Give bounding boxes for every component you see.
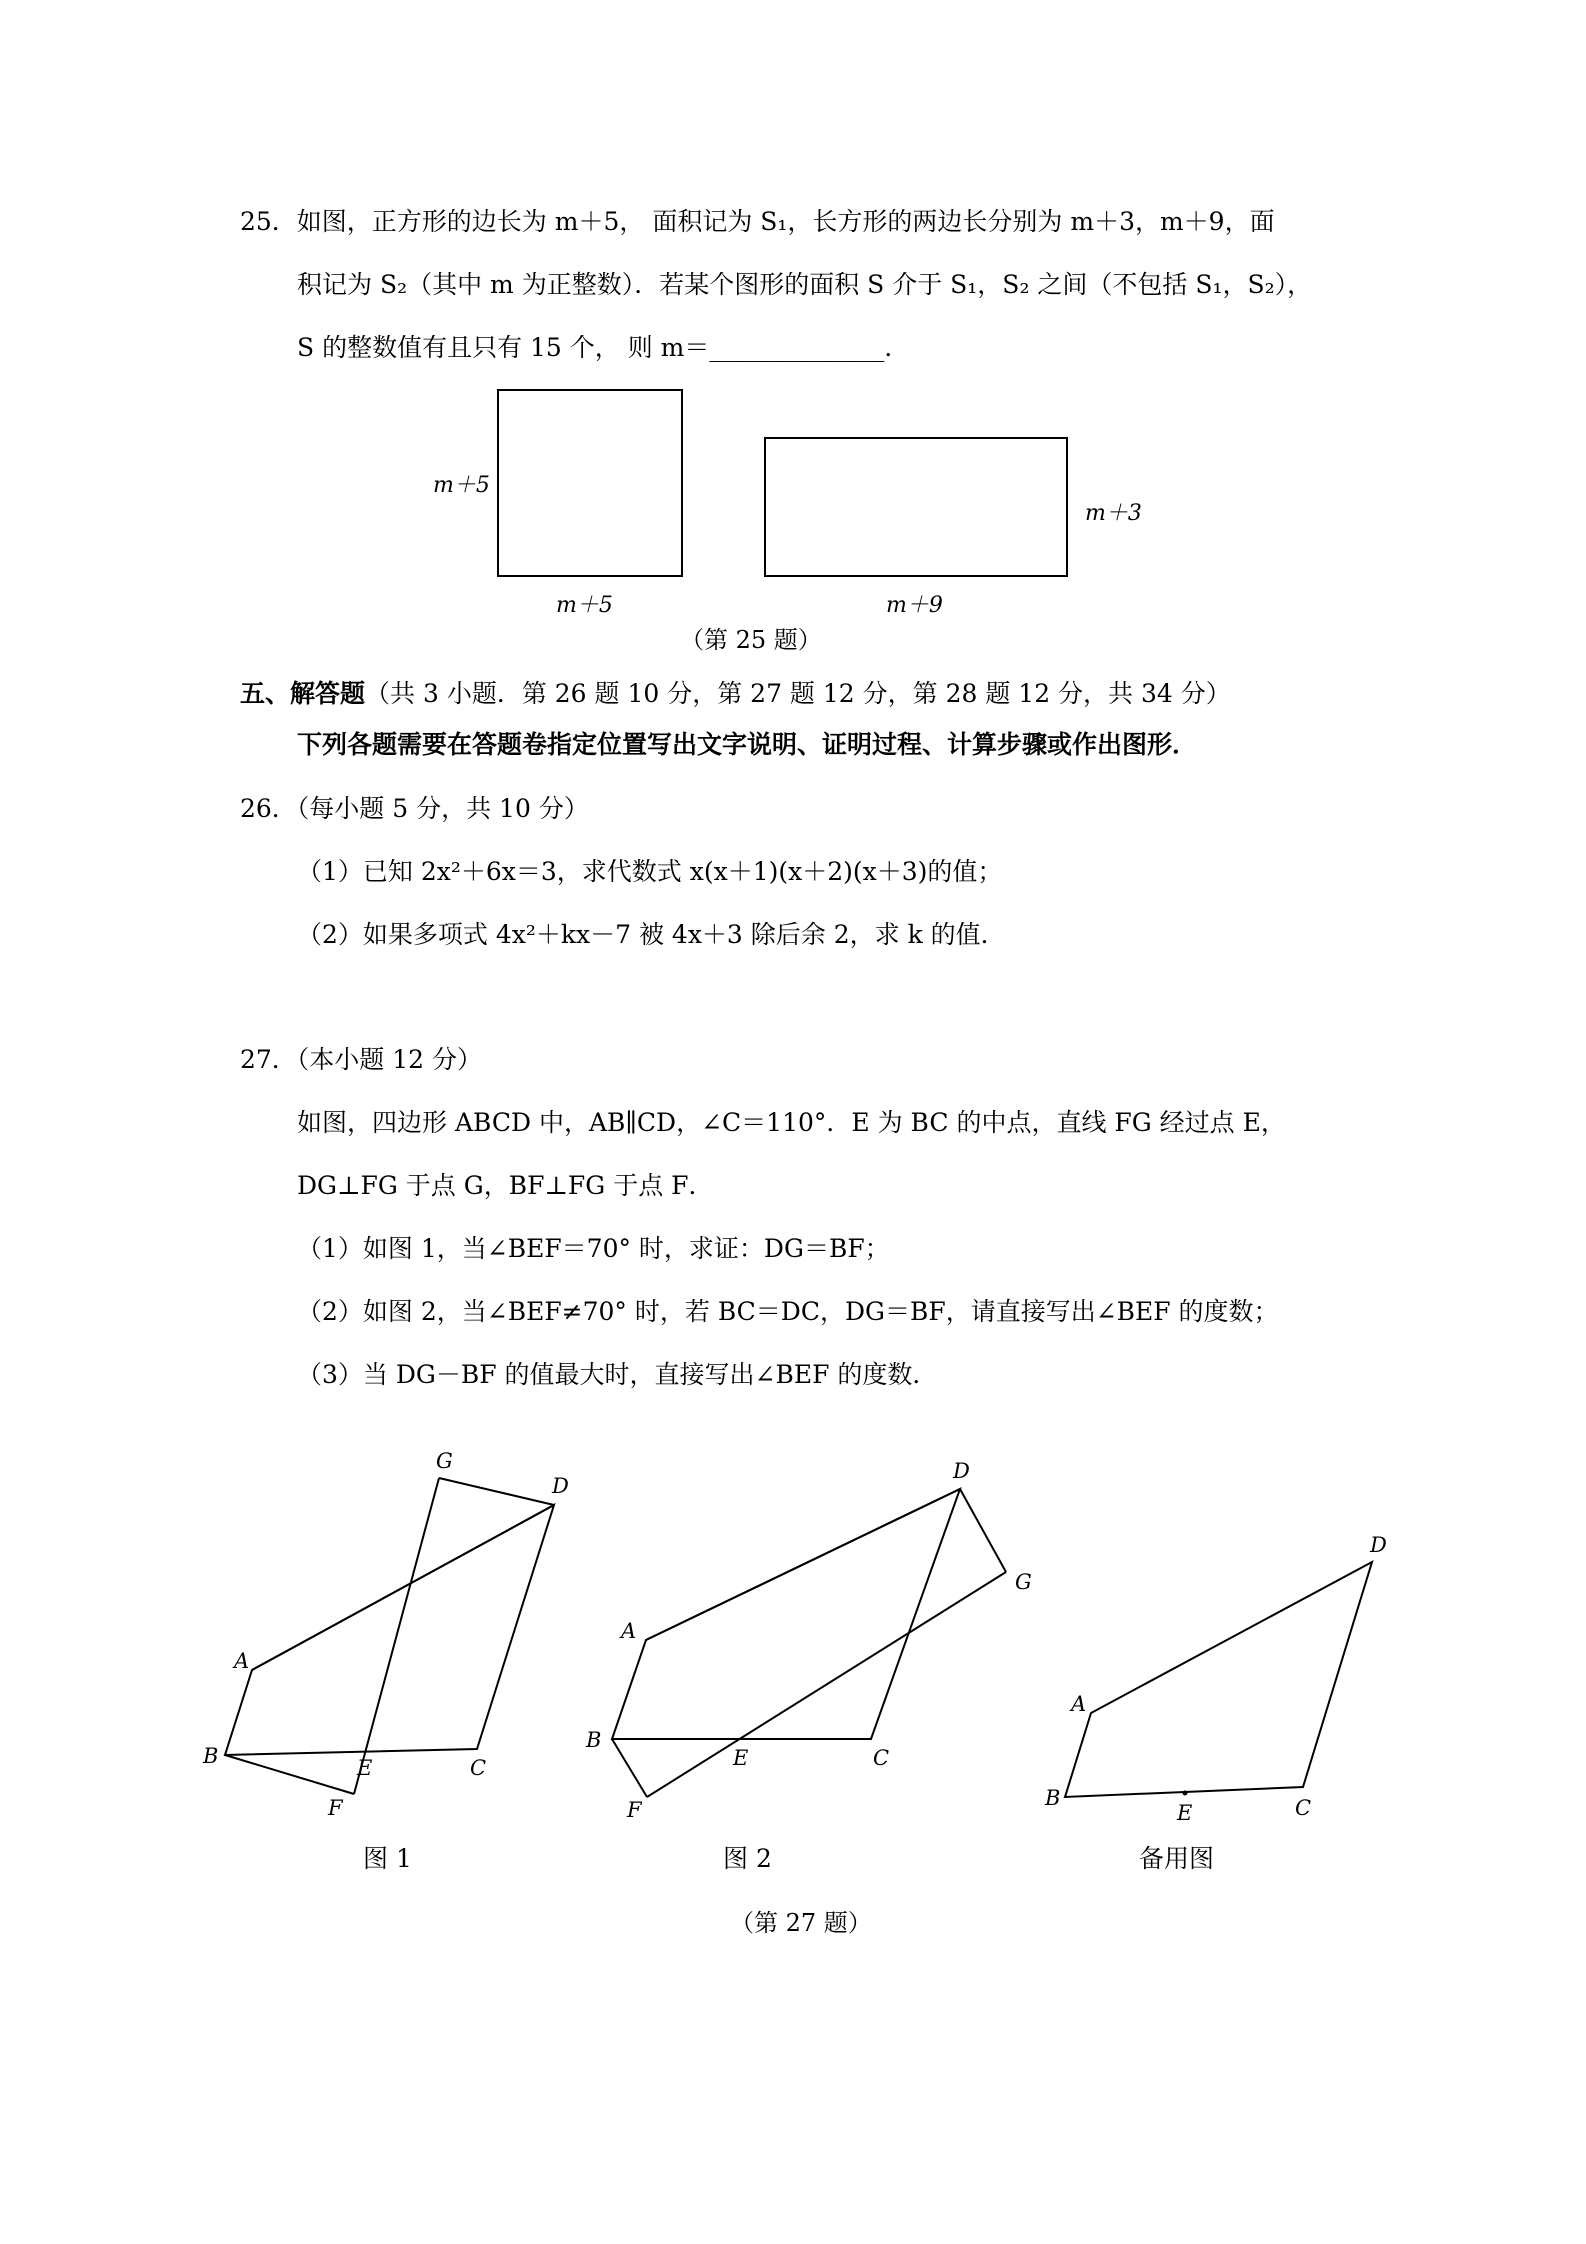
q25-line-2: 积记为 S₂（其中 m 为正整数）．若某个图形的面积 S 介于 S₁，S₂ 之间（不包括 S₁，S₂）， xyxy=(297,270,1313,299)
section5-title-note: （共 3 小题．第 26 题 10 分，第 27 题 12 分，第 28 题 12 分，共 34 分） xyxy=(365,679,1231,708)
fig2-line-bf xyxy=(612,1739,647,1797)
q25-line-1: 25．如图，正方形的边长为 m＋5， 面积记为 S₁，长方形的两边长分别为 m＋3，m＋9，面 xyxy=(240,207,1275,236)
q27-figure-backup-labels xyxy=(1044,1533,1387,1873)
fig3-label-e: E xyxy=(1177,1801,1193,1825)
fig2-label-g: G xyxy=(1015,1570,1032,1594)
rectangle-shape xyxy=(765,438,1067,576)
fig1-label-f: F xyxy=(328,1796,343,1820)
fig1-label-a: A xyxy=(234,1649,250,1673)
fig3-quadrilateral xyxy=(1065,1562,1372,1797)
q26-part-2: （2）如果多项式 4x²＋kx－7 被 4x＋3 除后余 2，求 k 的值． xyxy=(297,920,1006,949)
rect-right-label: m＋3 xyxy=(1085,501,1142,526)
q25-caption: （第 25 题） xyxy=(680,626,822,654)
q27-caption: （第 27 题） xyxy=(730,1909,872,1937)
q27-figure-1-labels xyxy=(202,1449,569,1873)
fig1-line-fg xyxy=(354,1478,439,1794)
square-left-label: m＋5 xyxy=(433,473,490,498)
q27-part-1: （1）如图 1，当∠BEF＝70° 时，求证：DG＝BF； xyxy=(297,1234,890,1263)
q27-figure-2-labels xyxy=(585,1459,1032,1873)
q27-line-1: 如图，四边形 ABCD 中，AB∥CD，∠C＝110°．E 为 BC 的中点，直线 FG 经过点 E， xyxy=(297,1108,1286,1137)
q26-header: 26．（每小题 5 分，共 10 分） xyxy=(240,794,589,823)
fig1-label-b: B xyxy=(203,1744,219,1768)
fig1-quadrilateral xyxy=(225,1505,554,1755)
fig1-label-c: C xyxy=(470,1756,487,1780)
q25-line-3: S 的整数值有且只有 15 个， 则 m＝______________． xyxy=(297,333,910,362)
q27-part-2: （2）如图 2，当∠BEF≠70° 时，若 BC＝DC，DG＝BF，请直接写出∠BEF 的度数； xyxy=(297,1297,1279,1326)
fig2-caption: 图 2 xyxy=(723,1844,772,1873)
fig2-label-d: D xyxy=(953,1459,970,1483)
square-shape xyxy=(498,390,682,576)
fig3-label-c: C xyxy=(1295,1796,1312,1820)
q26-part-1: （1）已知 2x²＋6x＝3，求代数式 x(x＋1)(x＋2)(x＋3)的值； xyxy=(297,857,1003,886)
q27-header: 27．（本小题 12 分） xyxy=(240,1045,483,1074)
section5-instruction: 下列各题需要在答题卷指定位置写出文字说明、证明过程、计算步骤或作出图形． xyxy=(297,730,1198,759)
section5-title: 五、解答题 xyxy=(240,679,366,708)
q27-part-3: （3）当 DG－BF 的值最大时，直接写出∠BEF 的度数． xyxy=(297,1360,938,1389)
fig2-quadrilateral xyxy=(612,1489,960,1739)
fig3-label-b: B xyxy=(1045,1786,1061,1810)
fig1-label-e: E xyxy=(357,1756,373,1780)
fig1-line-dg xyxy=(439,1478,554,1505)
fig2-line-ad xyxy=(646,1489,960,1640)
square-bottom-label: m＋5 xyxy=(556,593,613,618)
fig2-line-fg xyxy=(647,1572,1006,1797)
fig3-point-e xyxy=(1183,1791,1188,1796)
section5-heading xyxy=(240,677,1231,711)
q27-figure-backup xyxy=(1065,1562,1372,1797)
fig3-label-d: D xyxy=(1370,1533,1387,1557)
q27-line-2: DG⊥FG 于点 G，BF⊥FG 于点 F． xyxy=(297,1171,714,1200)
fig1-label-d: D xyxy=(552,1474,569,1498)
q27-figure-1 xyxy=(225,1478,554,1794)
fig3-caption: 备用图 xyxy=(1139,1844,1215,1873)
fig2-line-dg xyxy=(960,1489,1006,1572)
fig2-label-e: E xyxy=(733,1746,749,1770)
fig2-label-a: A xyxy=(621,1619,637,1643)
fig2-label-c: C xyxy=(873,1746,890,1770)
rect-bottom-label: m＋9 xyxy=(886,593,943,618)
q25-figure xyxy=(433,390,1142,654)
fig2-label-f: F xyxy=(627,1798,642,1822)
fig3-label-a: A xyxy=(1071,1692,1087,1716)
fig1-caption: 图 1 xyxy=(363,1844,412,1873)
fig1-label-g: G xyxy=(436,1449,453,1473)
fig1-line-bf xyxy=(225,1755,354,1794)
fig2-label-b: B xyxy=(586,1728,602,1752)
q27-figure-2 xyxy=(612,1489,1006,1797)
